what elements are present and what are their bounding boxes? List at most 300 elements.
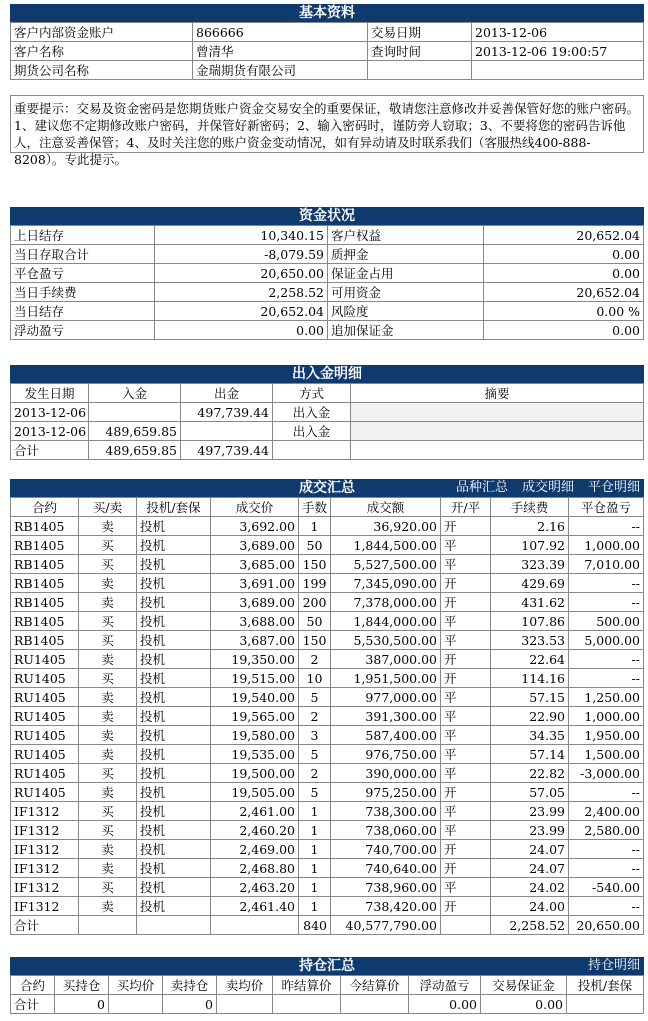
table-cell: 5 xyxy=(299,783,331,802)
table-cell: 出入金 xyxy=(273,422,351,441)
table-cell: 3 xyxy=(299,726,331,745)
table-cell: 57.15 xyxy=(491,688,569,707)
table-cell: 20,650.00 xyxy=(569,916,644,935)
column-header: 发生日期 xyxy=(11,384,89,403)
positions-header xyxy=(10,957,644,975)
table-cell: 0.00 xyxy=(409,995,481,1014)
table-cell: RU1405 xyxy=(11,707,79,726)
table-cell: -- xyxy=(569,574,644,593)
field-value: 10,340.15 xyxy=(155,226,328,245)
field-value: 2013-12-06 19:00:57 xyxy=(472,42,644,61)
field-value: 2013-12-06 xyxy=(472,23,644,42)
table-cell: 431.62 xyxy=(491,593,569,612)
table-cell: 0.00 xyxy=(481,995,567,1014)
field-label: 客户权益 xyxy=(328,226,484,245)
table-cell: 740,640.00 xyxy=(331,859,441,878)
table-cell: 24.00 xyxy=(491,897,569,916)
table-cell: 489,659.85 xyxy=(89,441,181,460)
column-header: 手续费 xyxy=(491,498,569,517)
table-cell: 200 xyxy=(299,593,331,612)
table-row xyxy=(11,574,644,593)
table-cell: 投机 xyxy=(137,574,211,593)
table-cell: 开 xyxy=(441,517,491,536)
table-cell: 开 xyxy=(441,574,491,593)
table-cell: 买 xyxy=(79,878,137,897)
table-cell: -- xyxy=(569,669,644,688)
trades-links xyxy=(442,479,640,497)
table-cell xyxy=(351,441,644,460)
table-cell: 738,420.00 xyxy=(331,897,441,916)
table-cell: RB1405 xyxy=(11,536,79,555)
table-cell: 买 xyxy=(79,669,137,688)
column-header: 方式 xyxy=(273,384,351,403)
table-cell: 投机 xyxy=(137,612,211,631)
table-cell: 开 xyxy=(441,783,491,802)
field-label: 浮动盈亏 xyxy=(11,321,155,340)
column-header: 出金 xyxy=(181,384,273,403)
table-cell: 24.07 xyxy=(491,840,569,859)
table-cell: 57.05 xyxy=(491,783,569,802)
table-cell: 23.99 xyxy=(491,821,569,840)
table-cell: 卖 xyxy=(79,897,137,916)
table-cell: 卖 xyxy=(79,574,137,593)
table-cell: 卖 xyxy=(79,650,137,669)
funds-header: 资金状况 xyxy=(10,207,644,225)
table-cell: 平 xyxy=(441,707,491,726)
table-cell: -- xyxy=(569,897,644,916)
trades-header xyxy=(10,479,644,497)
notice-section xyxy=(10,95,644,167)
table-cell: 2,468.80 xyxy=(211,859,299,878)
table-cell: 合计 xyxy=(11,441,89,460)
field-value: 20,652.04 xyxy=(484,283,644,302)
table-cell: 开 xyxy=(441,593,491,612)
table-cell: 开 xyxy=(441,669,491,688)
table-cell: RU1405 xyxy=(11,650,79,669)
basic-info-row xyxy=(11,61,644,80)
table-row xyxy=(11,897,644,916)
trades-table xyxy=(10,497,644,935)
field-label: 可用资金 xyxy=(328,283,484,302)
table-cell: -- xyxy=(569,517,644,536)
column-header: 卖持仓 xyxy=(163,976,217,995)
table-cell: 2 xyxy=(299,707,331,726)
table-cell: 1 xyxy=(299,878,331,897)
table-cell: 2 xyxy=(299,764,331,783)
table-cell: 740,700.00 xyxy=(331,840,441,859)
table-row xyxy=(11,422,644,441)
table-cell: 开 xyxy=(441,840,491,859)
table-row xyxy=(11,631,644,650)
table-cell: 7,010.00 xyxy=(569,555,644,574)
table-cell: 2.16 xyxy=(491,517,569,536)
table-cell: 36,920.00 xyxy=(331,517,441,536)
column-header: 成交价 xyxy=(211,498,299,517)
basic-info-section xyxy=(10,4,644,80)
table-cell: 投机 xyxy=(137,517,211,536)
table-cell: 2013-12-06 xyxy=(11,403,89,422)
table-cell: 1,950.00 xyxy=(569,726,644,745)
table-cell: RB1405 xyxy=(11,555,79,574)
table-cell: 平 xyxy=(441,536,491,555)
table-row xyxy=(11,821,644,840)
table-cell: RB1405 xyxy=(11,612,79,631)
table-cell: 投机 xyxy=(137,897,211,916)
table-row xyxy=(11,612,644,631)
table-cell: RU1405 xyxy=(11,669,79,688)
basic-info-header: 基本资料 xyxy=(10,4,644,22)
inout-table xyxy=(10,383,644,460)
table-cell: 1,844,000.00 xyxy=(331,612,441,631)
table-cell: 卖 xyxy=(79,726,137,745)
inout-header: 出入金明细 xyxy=(10,365,644,383)
table-cell: 3,685.00 xyxy=(211,555,299,574)
table-cell: 买 xyxy=(79,536,137,555)
inout-section xyxy=(10,365,644,460)
column-header: 入金 xyxy=(89,384,181,403)
funds-row xyxy=(11,321,644,340)
positions-section xyxy=(10,957,644,1014)
table-cell: 2013-12-06 xyxy=(11,422,89,441)
table-cell: 429.69 xyxy=(491,574,569,593)
column-header: 今结算价 xyxy=(341,976,409,995)
table-cell: 2,469.00 xyxy=(211,840,299,859)
table-cell: 卖 xyxy=(79,840,137,859)
field-label: 客户名称 xyxy=(11,42,193,61)
table-cell xyxy=(89,403,181,422)
field-value xyxy=(472,61,644,80)
table-row xyxy=(11,859,644,878)
table-cell: 387,000.00 xyxy=(331,650,441,669)
table-cell xyxy=(109,995,163,1014)
table-cell xyxy=(567,995,644,1014)
table-cell: 投机 xyxy=(137,764,211,783)
trades-link-0[interactable]: 品种汇总 xyxy=(455,480,508,495)
table-cell: 投机 xyxy=(137,726,211,745)
table-cell: 489,659.85 xyxy=(89,422,181,441)
column-header: 合约 xyxy=(11,498,79,517)
table-cell: 1 xyxy=(299,897,331,916)
field-value: 0.00 xyxy=(484,321,644,340)
column-header: 卖均价 xyxy=(217,976,273,995)
table-row xyxy=(11,555,644,574)
table-cell: 投机 xyxy=(137,878,211,897)
table-cell xyxy=(351,422,644,441)
table-cell: 平 xyxy=(441,878,491,897)
table-cell: 投机 xyxy=(137,802,211,821)
table-cell: 19,535.00 xyxy=(211,745,299,764)
table-cell: 323.53 xyxy=(491,631,569,650)
table-cell: 40,577,790.00 xyxy=(331,916,441,935)
table-row xyxy=(11,802,644,821)
table-cell: 5 xyxy=(299,745,331,764)
table-cell: 24.02 xyxy=(491,878,569,897)
table-cell: 2,400.00 xyxy=(569,802,644,821)
table-cell: 5 xyxy=(299,688,331,707)
table-cell xyxy=(273,995,341,1014)
field-label: 查询时间 xyxy=(368,42,472,61)
table-cell: 19,565.00 xyxy=(211,707,299,726)
field-label: 当日手续费 xyxy=(11,283,155,302)
table-cell: 2,580.00 xyxy=(569,821,644,840)
table-cell xyxy=(341,995,409,1014)
field-label: 质押金 xyxy=(328,245,484,264)
table-cell: 2,460.20 xyxy=(211,821,299,840)
table-cell: 1,844,500.00 xyxy=(331,536,441,555)
funds-row xyxy=(11,245,644,264)
table-cell: RU1405 xyxy=(11,726,79,745)
table-cell: 500.00 xyxy=(569,612,644,631)
table-cell: 19,350.00 xyxy=(211,650,299,669)
table-cell: 19,515.00 xyxy=(211,669,299,688)
field-label: 保证金占用 xyxy=(328,264,484,283)
field-value: 20,650.00 xyxy=(155,264,328,283)
table-cell: 3,689.00 xyxy=(211,593,299,612)
table-cell: 150 xyxy=(299,631,331,650)
table-cell: -- xyxy=(569,840,644,859)
table-cell: 买 xyxy=(79,631,137,650)
table-cell: 投机 xyxy=(137,707,211,726)
positions-links xyxy=(574,957,640,975)
table-cell: -- xyxy=(569,593,644,612)
table-cell: IF1312 xyxy=(11,840,79,859)
table-cell: 1,951,500.00 xyxy=(331,669,441,688)
table-cell: 1,500.00 xyxy=(569,745,644,764)
table-cell: RU1405 xyxy=(11,783,79,802)
table-cell: 2,461.00 xyxy=(211,802,299,821)
table-cell: 3,687.00 xyxy=(211,631,299,650)
funds-row xyxy=(11,283,644,302)
table-cell: 19,505.00 xyxy=(211,783,299,802)
table-row xyxy=(11,764,644,783)
table-cell: 卖 xyxy=(79,688,137,707)
total-row xyxy=(11,916,644,935)
table-cell: 107.92 xyxy=(491,536,569,555)
table-cell xyxy=(351,403,644,422)
table-cell xyxy=(137,916,211,935)
column-header: 开/平 xyxy=(441,498,491,517)
basic-info-table xyxy=(10,22,644,80)
positions-title: 持仓汇总 xyxy=(299,958,355,974)
table-cell: 2,463.20 xyxy=(211,878,299,897)
table-cell: -- xyxy=(569,650,644,669)
field-value: 20,652.04 xyxy=(484,226,644,245)
table-cell: 107.86 xyxy=(491,612,569,631)
table-row xyxy=(11,403,644,422)
table-cell: 5,000.00 xyxy=(569,631,644,650)
table-cell: 19,540.00 xyxy=(211,688,299,707)
table-cell: 976,750.00 xyxy=(331,745,441,764)
table-cell: IF1312 xyxy=(11,802,79,821)
column-header: 平仓盈亏 xyxy=(569,498,644,517)
table-cell: RB1405 xyxy=(11,593,79,612)
table-cell: IF1312 xyxy=(11,878,79,897)
trades-link-2[interactable]: 平仓明细 xyxy=(587,480,640,495)
table-cell: RU1405 xyxy=(11,688,79,707)
field-value: 金瑞期货有限公司 xyxy=(193,61,368,80)
field-label: 上日结存 xyxy=(11,226,155,245)
table-cell: 买 xyxy=(79,555,137,574)
table-cell: 22.90 xyxy=(491,707,569,726)
table-cell: 卖 xyxy=(79,783,137,802)
column-header: 买均价 xyxy=(109,976,163,995)
table-row xyxy=(11,878,644,897)
column-header: 投机/套保 xyxy=(567,976,644,995)
table-cell: 投机 xyxy=(137,593,211,612)
table-cell: 2 xyxy=(299,650,331,669)
funds-table xyxy=(10,225,644,340)
table-row xyxy=(11,840,644,859)
table-cell xyxy=(217,995,273,1014)
table-cell: 买 xyxy=(79,821,137,840)
table-row xyxy=(11,517,644,536)
table-cell: 1 xyxy=(299,840,331,859)
table-cell: 投机 xyxy=(137,536,211,555)
table-cell: 买 xyxy=(79,764,137,783)
table-cell: 7,378,000.00 xyxy=(331,593,441,612)
basic-info-row xyxy=(11,23,644,42)
table-cell: 114.16 xyxy=(491,669,569,688)
table-cell: 977,000.00 xyxy=(331,688,441,707)
table-cell: -3,000.00 xyxy=(569,764,644,783)
table-cell: 平 xyxy=(441,821,491,840)
field-value: 20,652.04 xyxy=(155,302,328,321)
column-header: 浮动盈亏 xyxy=(409,976,481,995)
field-value: 0.00 xyxy=(155,321,328,340)
table-cell: 投机 xyxy=(137,631,211,650)
table-cell: 0 xyxy=(163,995,217,1014)
table-cell: 2,258.52 xyxy=(491,916,569,935)
table-cell xyxy=(79,916,137,935)
positions-table xyxy=(10,975,644,1014)
table-row xyxy=(11,745,644,764)
table-cell: 7,345,090.00 xyxy=(331,574,441,593)
table-cell: 323.39 xyxy=(491,555,569,574)
table-cell: 50 xyxy=(299,536,331,555)
table-cell: 19,580.00 xyxy=(211,726,299,745)
table-header-row xyxy=(11,498,644,517)
table-cell: 平 xyxy=(441,764,491,783)
table-cell: 平 xyxy=(441,631,491,650)
table-cell: 5,530,500.00 xyxy=(331,631,441,650)
table-cell: 买 xyxy=(79,802,137,821)
funds-row xyxy=(11,264,644,283)
field-label xyxy=(368,61,472,80)
table-row xyxy=(11,688,644,707)
table-cell: 合计 xyxy=(11,916,79,935)
table-cell: 57.14 xyxy=(491,745,569,764)
table-cell xyxy=(441,916,491,935)
table-row xyxy=(11,726,644,745)
table-cell: 22.82 xyxy=(491,764,569,783)
table-cell: 买 xyxy=(79,612,137,631)
table-cell: 投机 xyxy=(137,555,211,574)
table-row xyxy=(11,707,644,726)
field-value: 0.00 xyxy=(484,264,644,283)
table-cell: 3,691.00 xyxy=(211,574,299,593)
table-cell: 合计 xyxy=(11,995,55,1014)
table-cell: 1,250.00 xyxy=(569,688,644,707)
table-cell: 平 xyxy=(441,726,491,745)
field-value: 0.00 % xyxy=(484,302,644,321)
table-row xyxy=(11,650,644,669)
table-cell: 平 xyxy=(441,612,491,631)
table-cell: -540.00 xyxy=(569,878,644,897)
table-cell: 19,500.00 xyxy=(211,764,299,783)
notice-text: 重要提示：交易及资金密码是您期货账户资金交易安全的重要保证，敬请您注意修改并妥善保管好您的账户密码。1、建议您不定期修改账户密码，并保管好新密码；2、输入密码时，谨防旁人窃取；3、不要将您的密码告诉他人，注意妥善保管；4、及时关注您的账户资金变动情况，如有异动请及时联系我们（客服热线400-888-8208）。专此提示。 xyxy=(10,95,644,153)
table-cell: RB1405 xyxy=(11,574,79,593)
field-value: 0.00 xyxy=(484,245,644,264)
table-cell: 497,739.44 xyxy=(181,441,273,460)
funds-section xyxy=(10,207,644,340)
table-cell: 1 xyxy=(299,821,331,840)
table-cell: 199 xyxy=(299,574,331,593)
table-cell: 平 xyxy=(441,802,491,821)
field-label: 期货公司名称 xyxy=(11,61,193,80)
total-row xyxy=(11,995,644,1014)
field-value: -8,079.59 xyxy=(155,245,328,264)
table-cell: 10 xyxy=(299,669,331,688)
table-cell: 738,060.00 xyxy=(331,821,441,840)
field-label: 平仓盈亏 xyxy=(11,264,155,283)
column-header: 昨结算价 xyxy=(273,976,341,995)
table-row xyxy=(11,783,644,802)
table-cell: IF1312 xyxy=(11,859,79,878)
table-cell: 投机 xyxy=(137,669,211,688)
table-header-row xyxy=(11,384,644,403)
table-cell: 34.35 xyxy=(491,726,569,745)
table-cell: 投机 xyxy=(137,688,211,707)
table-cell: 投机 xyxy=(137,783,211,802)
column-header: 成交额 xyxy=(331,498,441,517)
table-cell: RU1405 xyxy=(11,764,79,783)
table-cell: 50 xyxy=(299,612,331,631)
field-label: 客户内部资金账户 xyxy=(11,23,193,42)
table-cell: RB1405 xyxy=(11,631,79,650)
table-cell: IF1312 xyxy=(11,821,79,840)
table-cell: 平 xyxy=(441,688,491,707)
table-cell: 投机 xyxy=(137,821,211,840)
table-cell: 1,000.00 xyxy=(569,707,644,726)
trades-title: 成交汇总 xyxy=(299,480,355,496)
table-cell: 5,527,500.00 xyxy=(331,555,441,574)
table-cell: 3,688.00 xyxy=(211,612,299,631)
table-cell: 497,739.44 xyxy=(181,403,273,422)
table-cell: 587,400.00 xyxy=(331,726,441,745)
table-cell: 投机 xyxy=(137,859,211,878)
table-cell: 卖 xyxy=(79,593,137,612)
positions-link-0[interactable]: 持仓明细 xyxy=(587,958,640,973)
table-row xyxy=(11,536,644,555)
table-cell: 24.07 xyxy=(491,859,569,878)
column-header: 手数 xyxy=(299,498,331,517)
table-cell: 738,960.00 xyxy=(331,878,441,897)
table-cell: 3,689.00 xyxy=(211,536,299,555)
table-cell: 卖 xyxy=(79,745,137,764)
column-header: 买持仓 xyxy=(55,976,109,995)
column-header: 合约 xyxy=(11,976,55,995)
column-header: 买/卖 xyxy=(79,498,137,517)
column-header: 交易保证金 xyxy=(481,976,567,995)
table-cell: RU1405 xyxy=(11,745,79,764)
table-cell: 150 xyxy=(299,555,331,574)
table-cell: 出入金 xyxy=(273,403,351,422)
table-cell: 投机 xyxy=(137,745,211,764)
table-cell xyxy=(273,441,351,460)
trades-link-1[interactable]: 成交明细 xyxy=(521,480,574,495)
column-header: 投机/套保 xyxy=(137,498,211,517)
table-cell: 3,692.00 xyxy=(211,517,299,536)
